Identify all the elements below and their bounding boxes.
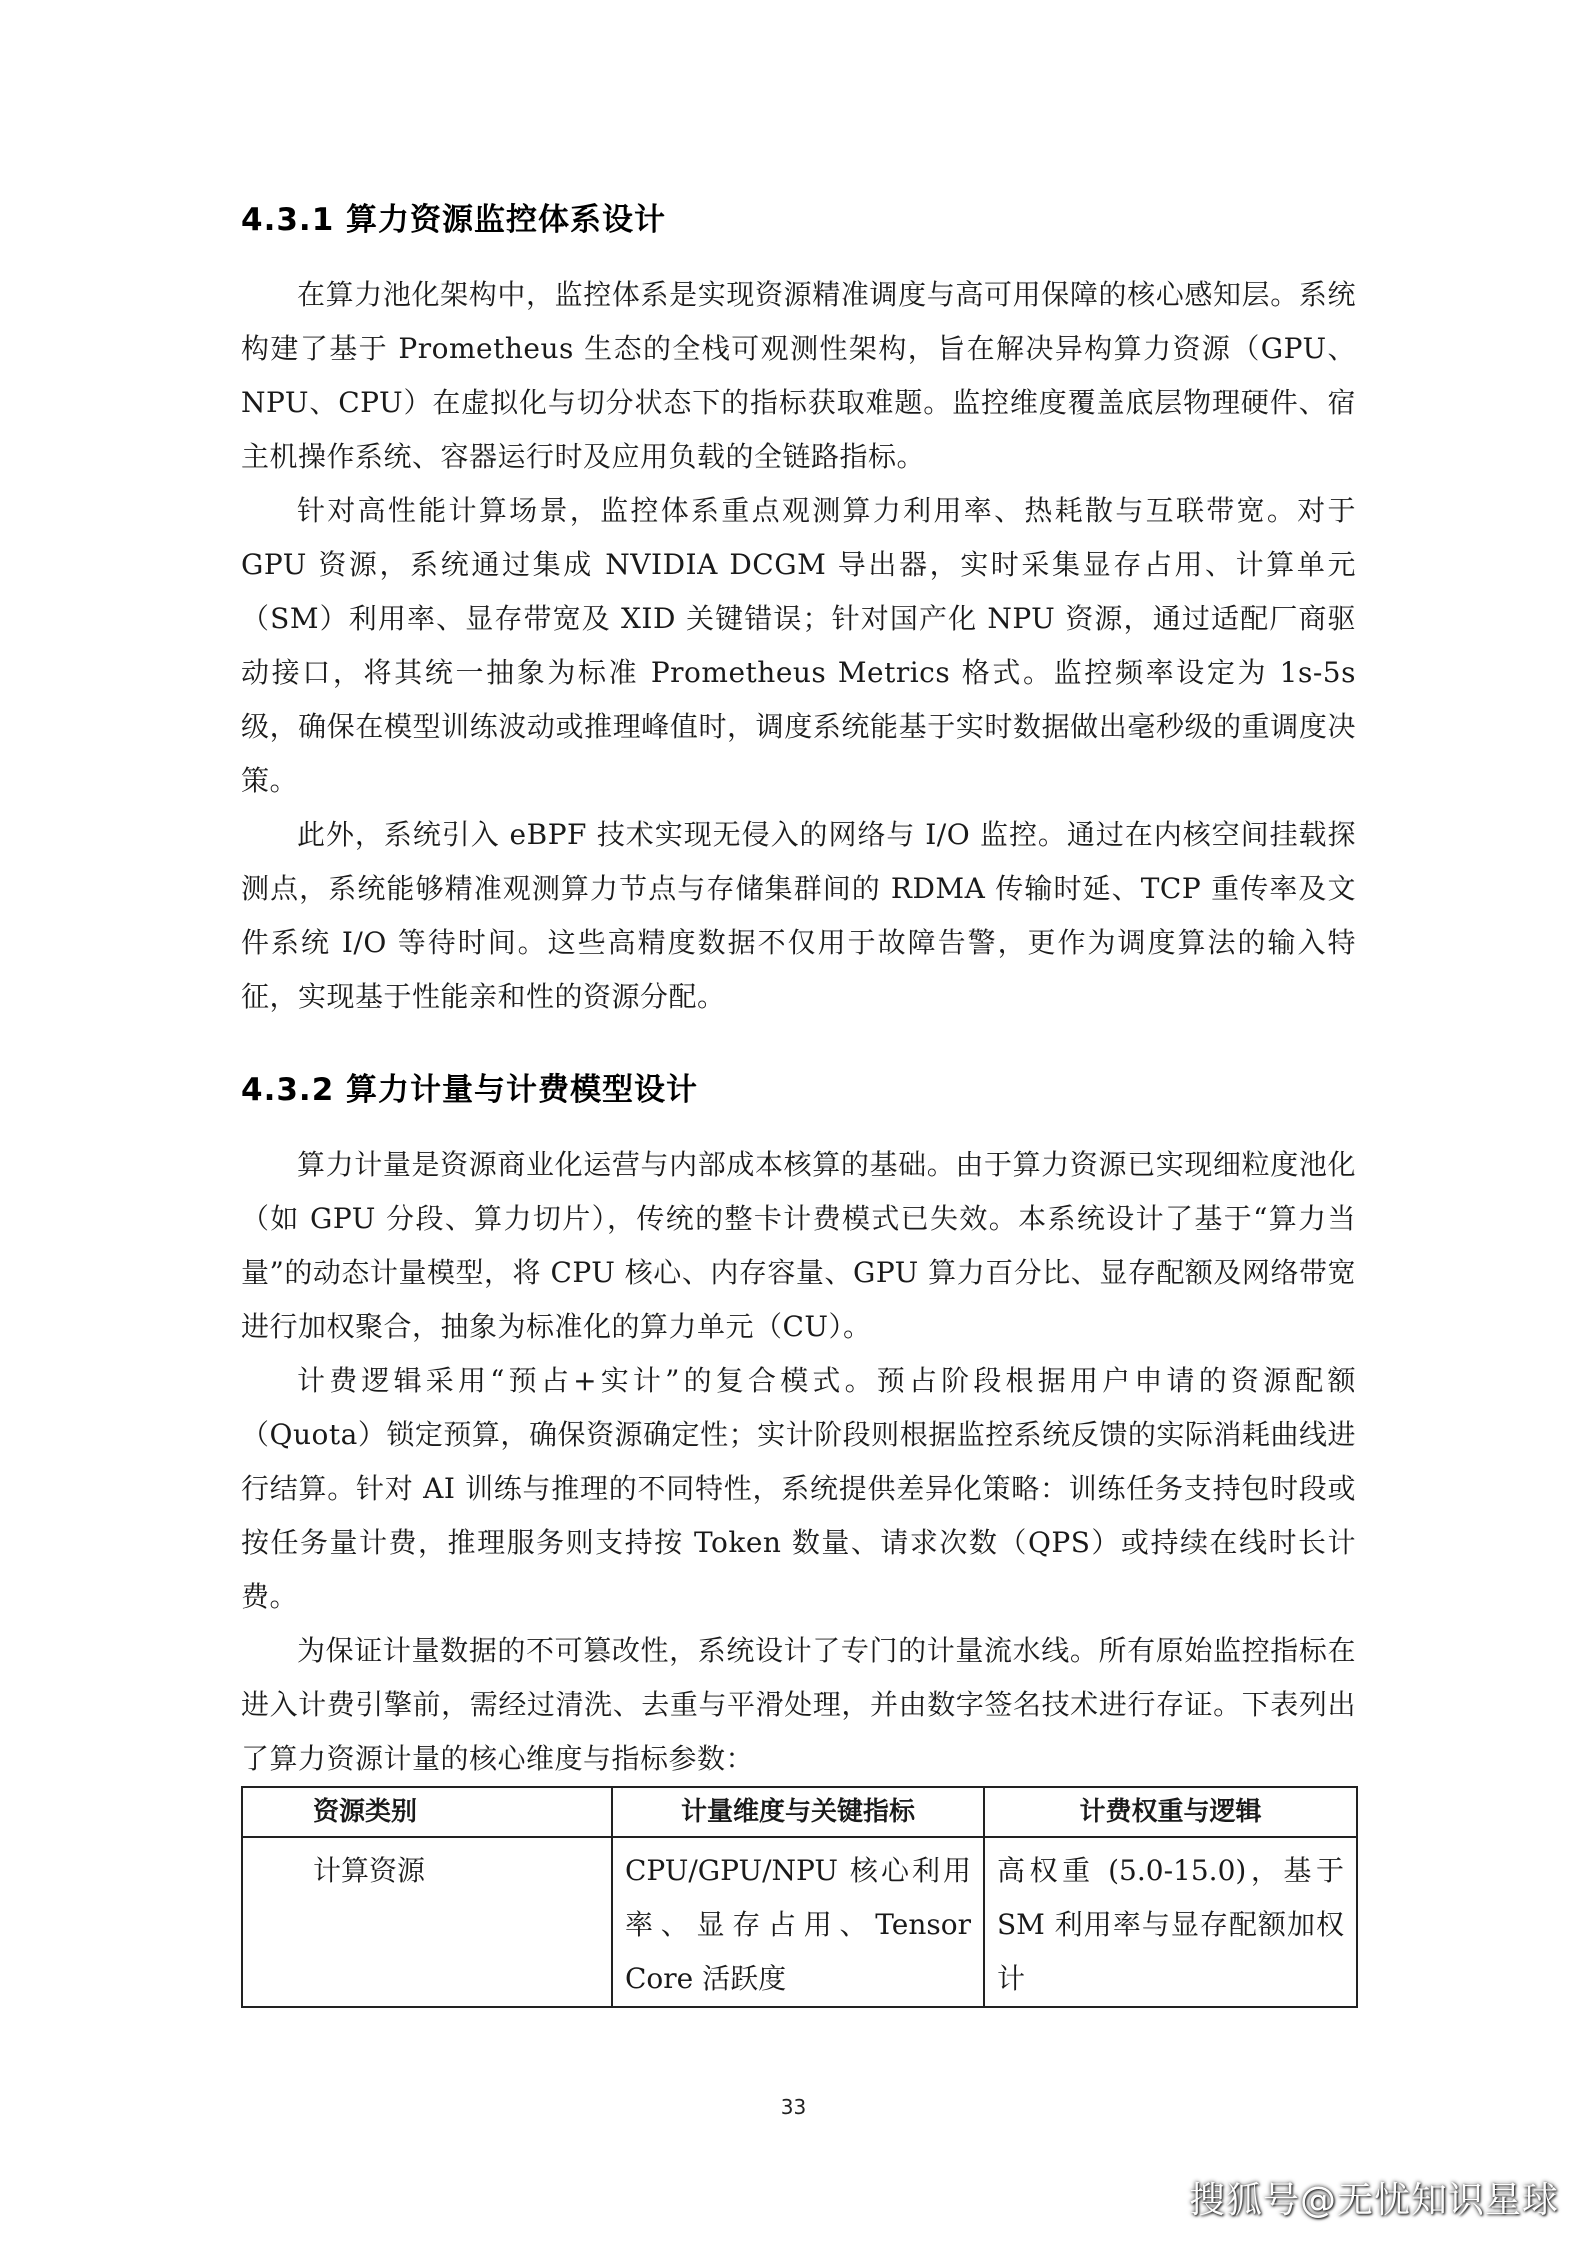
table-cell-resource-category: 计算资源 <box>242 1837 612 2007</box>
watermark: 搜狐号@无忧知识星球 <box>1188 2180 1559 2221</box>
paragraph: 计费逻辑采用“预占+实计”的复合模式。预占阶段根据用户申请的资源配额（Quota）锁定预算，确保资源确定性；实计阶段则根据监控系统反馈的实际消耗曲线进行结算。针对 AI 训练与推理的不同特性，系统提供差异化策略：训练任务支持包时段或按任务量计费，推理服务则支持按 Token 数量、请求次数（QPS）或持续在线时长计费。 <box>241 1364 1356 1613</box>
table-row <box>242 1837 1357 2007</box>
paragraph: 此外，系统引入 eBPF 技术实现无侵入的网络与 I/O 监控。通过在内核空间挂载探测点，系统能够精准观测算力节点与存储集群间的 RDMA 传输时延、TCP 重传率及文件系统 I/O 等待时间。这些高精度数据不仅用于故障告警，更作为调度算法的输入特征，实现基于性能亲和性的资源分配。 <box>241 818 1356 1013</box>
section-heading-4-3-1: 4.3.1 算力资源监控体系设计 <box>241 202 667 238</box>
table-header-row <box>242 1787 1357 1837</box>
page-number: 33 <box>780 2095 807 2119</box>
table-header-cell: 计量维度与关键指标 <box>612 1787 984 1837</box>
table-cell-metrics: CPU/GPU/NPU 核心利用率、显存占用、Tensor Core 活跃度 <box>612 1837 984 2007</box>
paragraph: 针对高性能计算场景，监控体系重点观测算力利用率、热耗散与互联带宽。对于 GPU 资源，系统通过集成 NVIDIA DCGM 导出器，实时采集显存占用、计算单元（SM）利用率、显存带宽及 XID 关键错误；针对国产化 NPU 资源，通过适配厂商驱动接口，将其统一抽象为标准 Prometheus Metrics 格式。监控频率设定为 1s-5s 级，确保在模型训练波动或推理峰值时，调度系统能基于实时数据做出毫秒级的重调度决策。 <box>241 494 1356 797</box>
section-heading-4-3-2: 4.3.2 算力计量与计费模型设计 <box>241 1072 699 1108</box>
page-content <box>241 200 1356 2008</box>
table-cell-billing-weight: 高权重 (5.0-15.0)，基于 SM 利用率与显存配额加权计 <box>984 1837 1357 2007</box>
paragraph: 为保证计量数据的不可篡改性，系统设计了专门的计量流水线。所有原始监控指标在进入计费引擎前，需经过清洗、去重与平滑处理，并由数字签名技术进行存证。下表列出了算力资源计量的核心维度与指标参数： <box>241 1634 1356 1775</box>
table-header-cell: 资源类别 <box>242 1787 612 1837</box>
paragraph: 算力计量是资源商业化运营与内部成本核算的基础。由于算力资源已实现细粒度池化（如 GPU 分段、算力切片），传统的整卡计费模式已失效。本系统设计了基于“算力当量”的动态计量模型，将 CPU 核心、内存容量、GPU 算力百分比、显存配额及网络带宽进行加权聚合，抽象为标准化的算力单元（CU）。 <box>241 1148 1356 1343</box>
table-header-cell: 计费权重与逻辑 <box>984 1787 1357 1837</box>
paragraph: 在算力池化架构中，监控体系是实现资源精准调度与高可用保障的核心感知层。系统构建了基于 Prometheus 生态的全栈可观测性架构，旨在解决异构算力资源（GPU、NPU、CPU）在虚拟化与切分状态下的指标获取难题。监控维度覆盖底层物理硬件、宿主机操作系统、容器运行时及应用负载的全链路指标。 <box>241 278 1356 473</box>
metering-table <box>241 1786 1358 2008</box>
